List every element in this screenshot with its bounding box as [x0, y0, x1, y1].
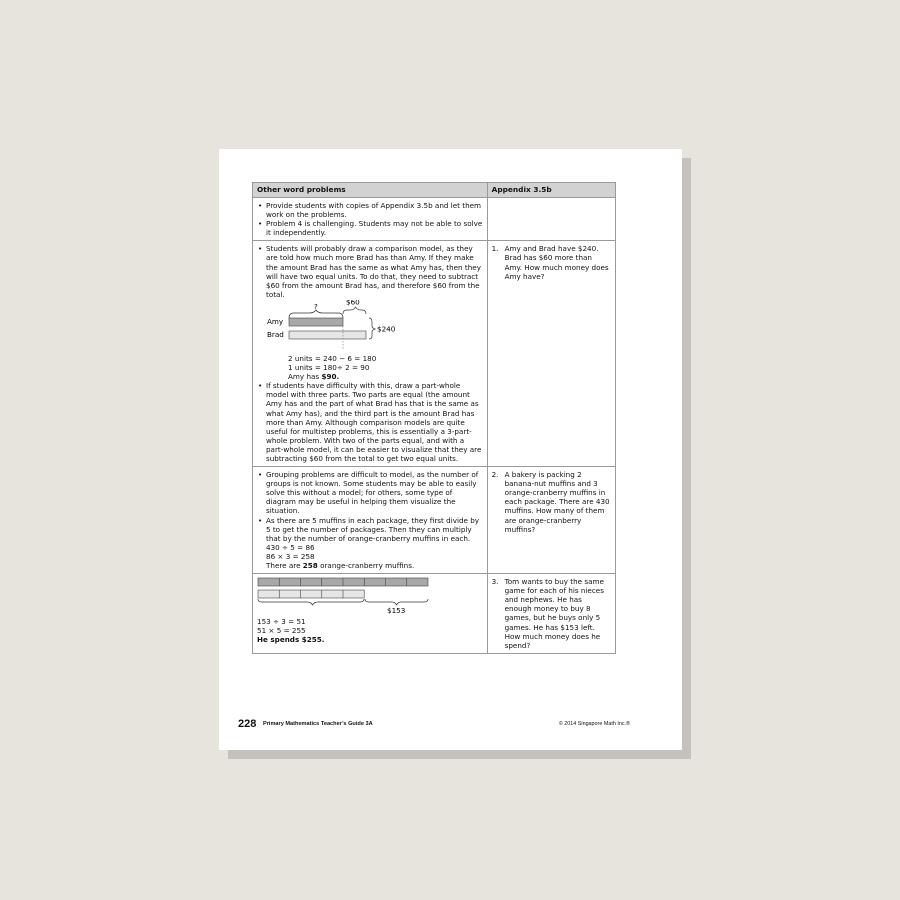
list-item [266, 516, 483, 571]
left-brace [258, 599, 364, 605]
brad-label: Brad [267, 329, 284, 339]
problem-text: Tom wants to buy the same game for each of his nieces and nephews. He has enough money to buy 8 games, but he buys only 5 games. He has $153 left. How much money does he spend? [504, 577, 604, 650]
table-row [253, 574, 616, 654]
row4-notes [253, 574, 488, 654]
problem-text: A bakery is packing 2 banana-nut muffins and 3 orange-cranberry muffins in each package. There are 430 muffins. How many of them are orange-cranberry muffins? [504, 470, 610, 534]
unknown-label: ? [314, 301, 318, 311]
amy-label: Amy [267, 316, 284, 326]
brad-bar [289, 331, 366, 339]
calculation-block [266, 543, 483, 570]
difference-brace [343, 307, 366, 314]
top-unit-bar [258, 578, 428, 586]
row1-notes [253, 198, 488, 241]
answer-value: $255. [301, 635, 325, 645]
answer-value: $90. [321, 372, 340, 382]
answer-line [288, 372, 483, 381]
remaining-amount-label: $153 [387, 606, 406, 616]
answer-line [266, 561, 483, 570]
calc-line: 1 units = 180÷ 2 = 90 [288, 363, 370, 373]
answer-line [257, 635, 483, 644]
comparison-model-diagram [266, 300, 426, 352]
calc-line: 86 × 3 = 258 [266, 551, 315, 561]
right-brace [365, 599, 428, 605]
row2-problem [487, 241, 615, 467]
calc-line: 51 × 5 = 255 [257, 626, 306, 636]
answer-value: 258 [302, 561, 318, 570]
answer-suffix: orange-cranberry muffins. [317, 561, 415, 570]
book-title: Primary Mathematics Teacher’s Guide 3A [263, 721, 373, 727]
list-item: • Grouping problems are difficult to model, as the number of groups is not known. Some students may be able to easily solve this without a model; for others, some type of diagram may be useful in helping them visualize the situation. [266, 470, 483, 515]
answer-prefix: There are [266, 561, 303, 570]
amy-bar [289, 318, 343, 326]
lesson-table [252, 182, 616, 654]
bullet-text: • As there are 5 muffins in each package, they first divide by 5 to get the number of packages. Then they can multiply that by the number of orange-cranberry muffins in each. [266, 515, 480, 543]
unknown-brace [289, 310, 343, 318]
problem-number: 3. [491, 577, 499, 587]
document-page [219, 149, 682, 750]
list-item: • If students have difficulty with this, draw a part-whole model with three parts. Two parts are equal (the amount Amy has and the part of what Brad has that is the same as what Amy has), and the third part is the amount Brad has more than Amy. Although comparison models are quite useful for multistep problems, this is essentially a 3-part-whole problem. With two of the parts equal, and with a part-whole model, it can be easier to visualize that they are subtracting $60 from the total to get two equal units. [266, 381, 483, 463]
row3-notes [253, 467, 488, 574]
table-row [253, 198, 616, 241]
calc-line: 430 ÷ 5 = 86 [266, 542, 315, 552]
page-number: 228 [238, 718, 257, 730]
table-row [253, 241, 616, 467]
bullet-text: • Students will probably draw a comparison model, as they are told how much more Brad has than Amy. If they make the amount Brad has the same as what Amy has, then they will have two equal units. To do that, they need to subtract $60 from the amount Brad has, and therefore $60 from the total. [266, 244, 481, 299]
unit-bar-diagram [257, 577, 435, 615]
list-item [266, 244, 483, 381]
calc-line: 2 units = 240 − 6 = 180 [288, 353, 377, 363]
bottom-unit-bar [258, 590, 364, 598]
answer-prefix: He spends [257, 635, 302, 645]
calculation-block [266, 354, 483, 381]
problem-text: Amy and Brad have $240. Brad has $60 more than Amy. How much money does Amy have? [504, 244, 609, 281]
copyright-notice: © 2014 Singapore Math Inc.® [558, 721, 630, 727]
answer-prefix: Amy has [288, 372, 322, 382]
row3-problem [487, 467, 615, 574]
total-brace [369, 318, 375, 339]
table-row [253, 467, 616, 574]
problem-number: 1. [491, 244, 499, 254]
problem-number: 2. [491, 470, 499, 480]
header-other-word-problems: Other word problems [253, 183, 488, 198]
list-item: • Provide students with copies of Appendix 3.5b and let them work on the problems. [266, 201, 483, 219]
difference-label: $60 [346, 299, 360, 307]
calculation-block [257, 617, 483, 644]
table-header-row [253, 183, 616, 198]
row4-problem [487, 574, 615, 654]
row1-problem [487, 198, 615, 241]
calc-line: 153 ÷ 3 = 51 [257, 617, 306, 627]
list-item: • Problem 4 is challenging. Students may not be able to solve it independently. [266, 219, 483, 237]
total-label: $240 [377, 324, 396, 334]
row2-notes [253, 241, 488, 467]
header-appendix: Appendix 3.5b [487, 183, 615, 198]
